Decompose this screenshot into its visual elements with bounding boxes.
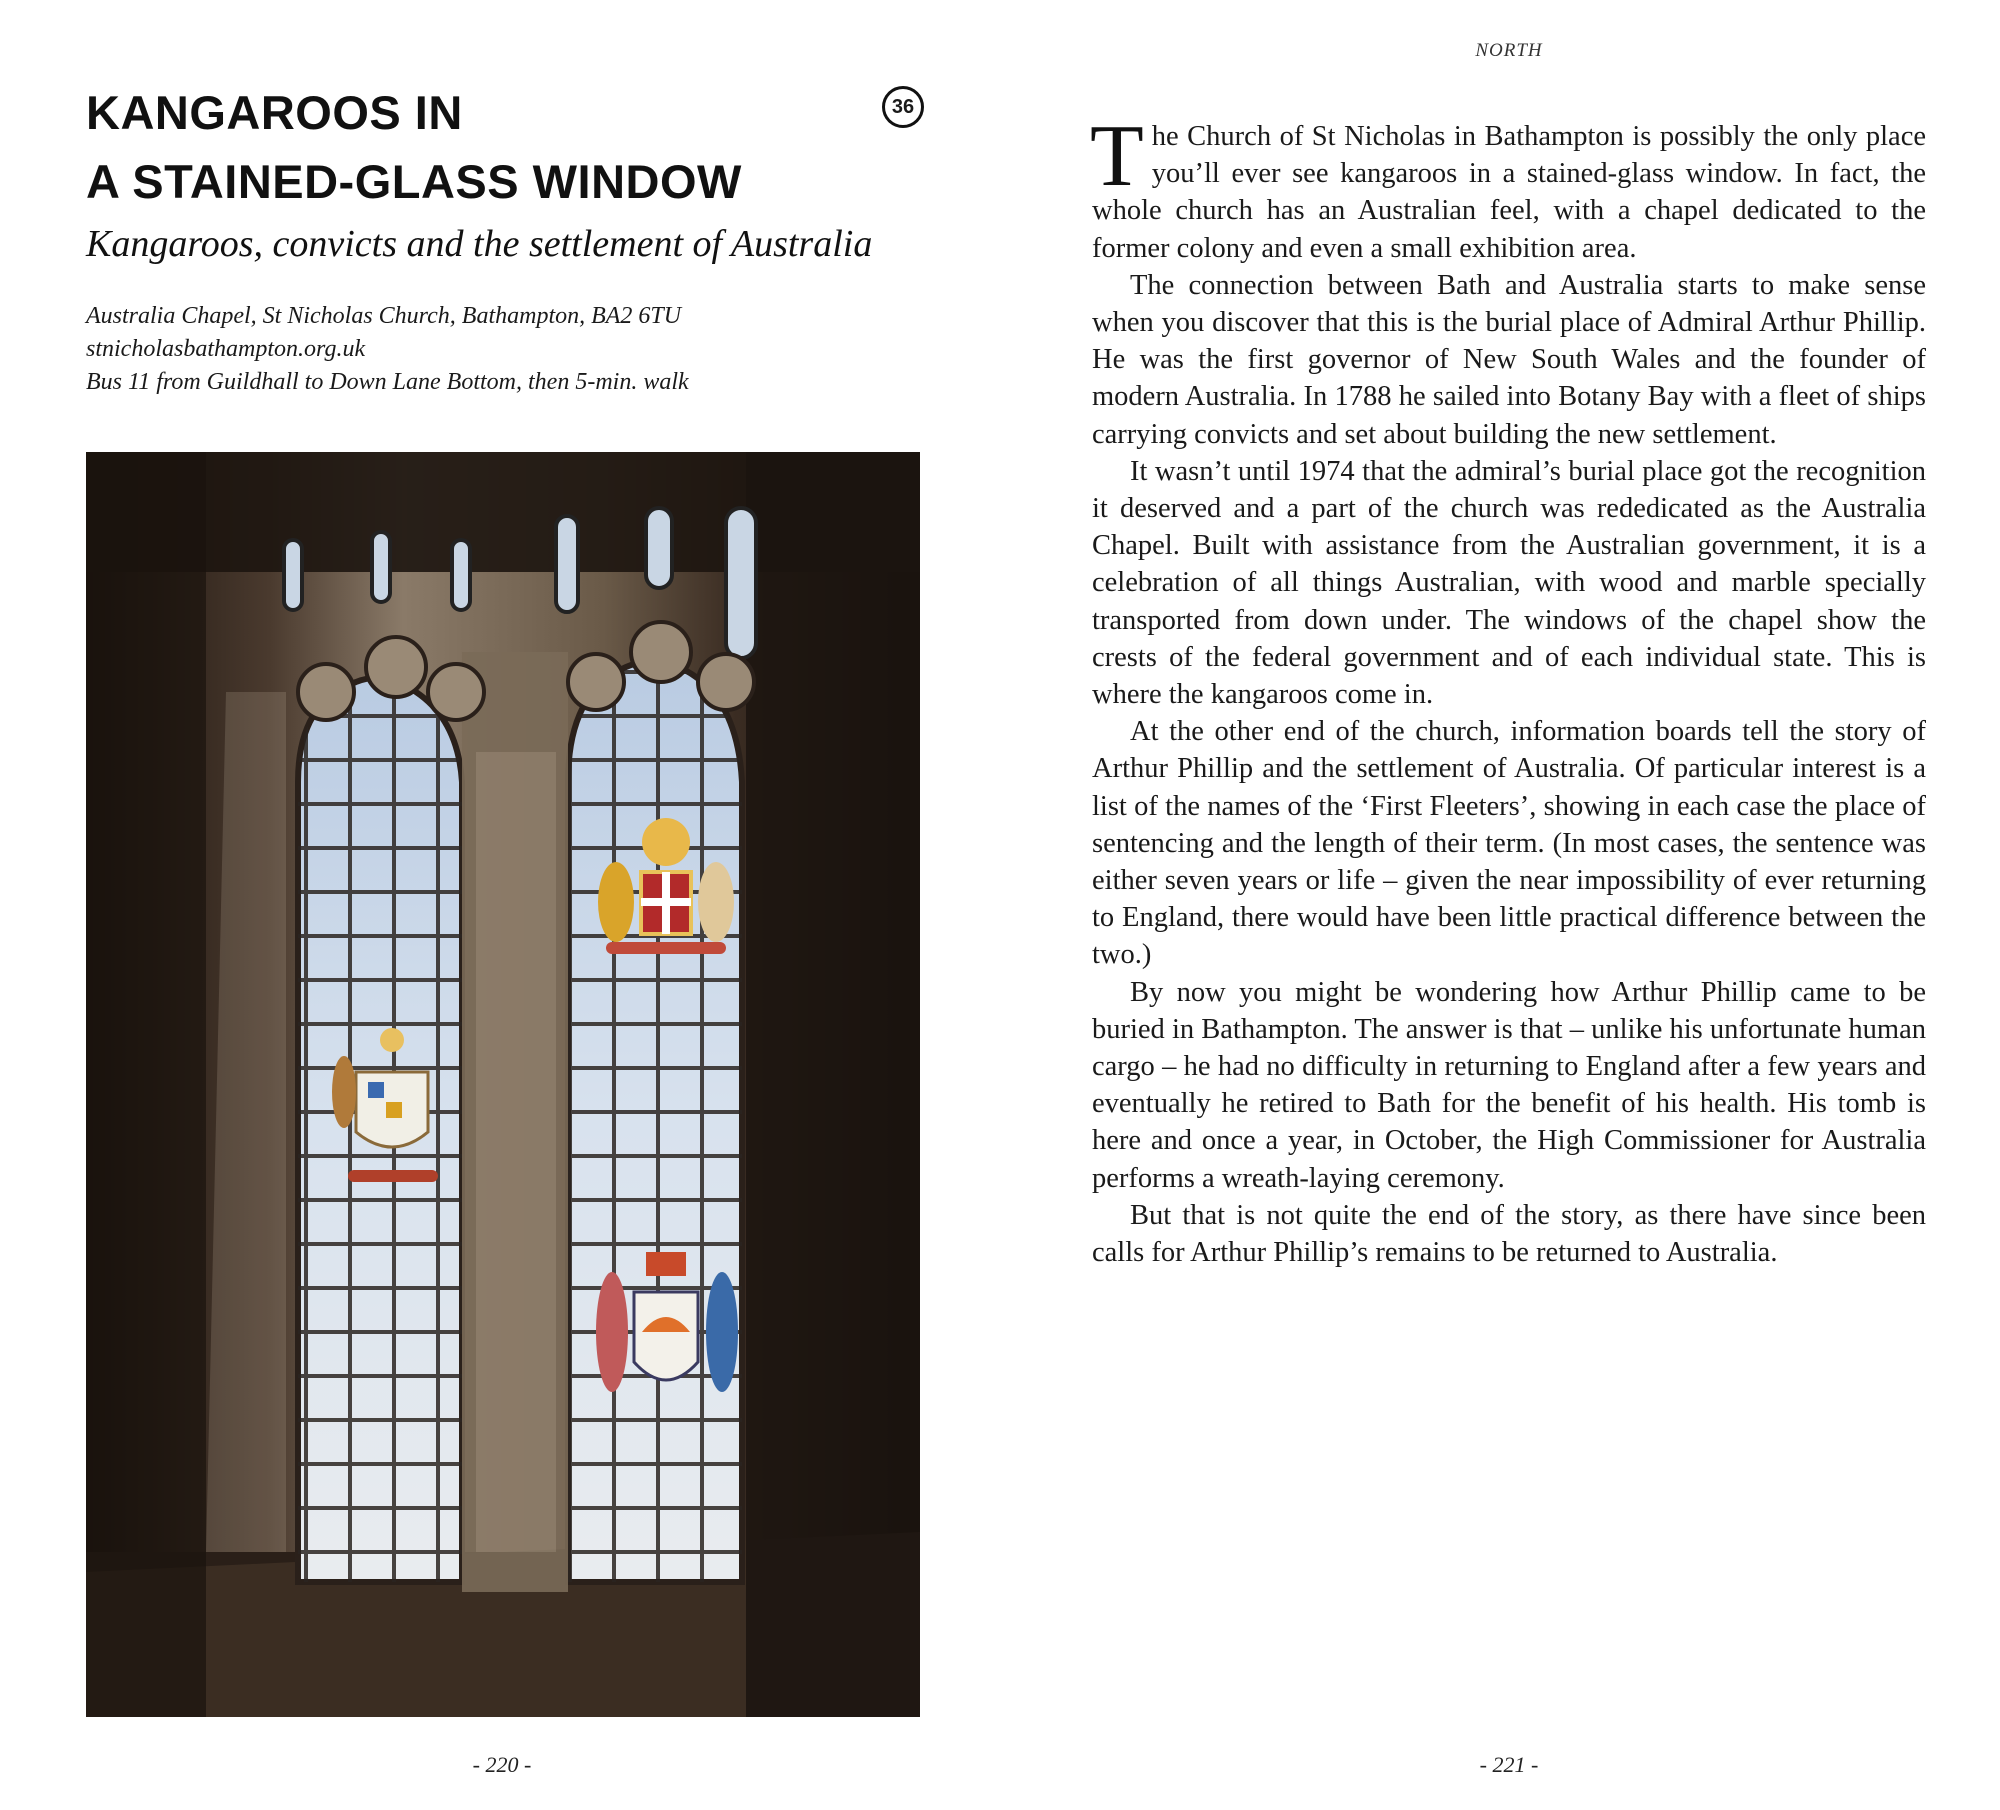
page-number: - 221 - — [1479, 1752, 1539, 1777]
page-title — [86, 78, 846, 216]
title-line-1: KANGAROOS IN — [86, 86, 463, 139]
paragraph: The connection between Bath and Australia starts to make sense when you discover that this is the burial place of Admiral Arthur Phillip. He was the first governor of New South Wales and the founder of modern Australia. In 1788 he sailed into Botany Bay with a fleet of ships carrying convicts and set about building the new settlement. — [1092, 269, 1926, 450]
address-line: Australia Chapel, St Nicholas Church, Bathampton, BA2 6TU — [86, 303, 682, 329]
running-head: NORTH — [1475, 40, 1543, 61]
right-page — [1000, 0, 2000, 1810]
paragraph: It wasn’t until 1974 that the admiral’s burial place got the recognition it deserved and a part of the church was rededicated as the Australia Chapel. Built with assistance from the Australian government, it is a celebration of all things Australian, with wood and marble specially transported from down under. The windows of the chapel show the crests of the federal government and of each individual state. This is where the kangaroos come in. — [1092, 455, 1926, 711]
location-info — [86, 300, 966, 399]
directions-line: Bus 11 from Guildhall to Down Lane Bottom, then 5-min. walk — [86, 369, 689, 395]
website-line: stnicholasbathampton.org.uk — [86, 336, 366, 362]
page-number: - 220 - — [472, 1752, 532, 1777]
stained-glass-window-photo — [86, 452, 920, 1717]
paragraph: By now you might be wondering how Arthur Phillip came to be buried in Bathampton. The answer is that – unlike his unfortunate human cargo – he had no difficulty in returning to England after a few years and eventually he retired to Bath for the benefit of his health. His tomb is here and once a year, in October, the High Commissioner for Australia performs a wreath-laying ceremony. — [1092, 976, 1926, 1194]
paragraph-text: he Church of St Nicholas in Bathampton is possibly the only place you’ll ever see kangaroos in a stained-glass window. In fact, the whole church has an Australian feel, with a chapel dedicated to the former colony and even a small exhibition area. — [1092, 121, 1926, 264]
title-line-2: A STAINED-GLASS WINDOW — [86, 155, 742, 208]
paragraph: But that is not quite the end of the story, as there have since been calls for Arthur Phillip’s remains to be returned to Australia. — [1092, 1199, 1926, 1269]
drop-cap: T — [1090, 108, 1144, 205]
article-body — [1090, 108, 1926, 1271]
paragraph: At the other end of the church, information boards tell the story of Arthur Phillip and the settlement of Australia. Of particular interest is a list of the names of the ‘First Fleeters’, showing in each case the place of sentencing and the length of their term. (In most cases, the sentence was either seven years or life – given the near impossibility of ever returning to England, there would have been little practical difference between the two.) — [1092, 716, 1926, 971]
entry-number-badge: 36 — [882, 86, 924, 128]
subtitle: Kangaroos, convicts and the settlement of Australia — [86, 223, 873, 265]
paragraph — [1090, 108, 1926, 267]
